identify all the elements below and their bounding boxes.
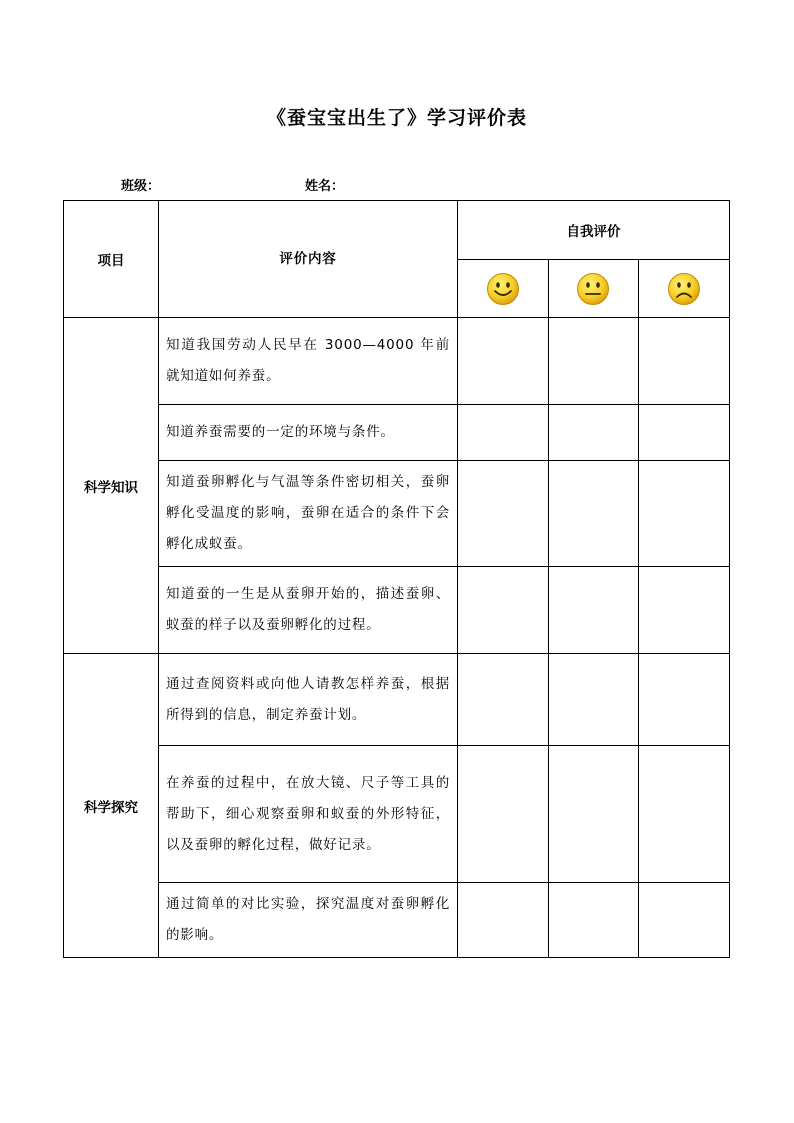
rating-cell[interactable] [548,405,639,461]
rating-cell[interactable] [548,883,639,958]
table-row [64,318,730,405]
rating-cell[interactable] [458,746,549,883]
evaluation-table [63,200,730,958]
rating-cell[interactable] [548,746,639,883]
section-name: 科学知识 [64,318,159,654]
rating-cell[interactable] [548,461,639,567]
rating-cell[interactable] [548,318,639,405]
rating-cell[interactable] [639,746,730,883]
rating-cell[interactable] [458,405,549,461]
rating-cell[interactable] [458,318,549,405]
table-row [64,883,730,958]
criterion-text: 知道蚕的一生是从蚕卵开始的，描述蚕卵、蚁蚕的样子以及蚕卵孵化的过程。 [159,567,458,654]
criterion-text: 在养蚕的过程中，在放大镜、尺子等工具的帮助下，细心观察蚕卵和蚁蚕的外形特征，以及蚕卵的孵化过程，做好记录。 [159,746,458,883]
rating-cell[interactable] [548,654,639,746]
rating-cell[interactable] [639,318,730,405]
rating-cell[interactable] [548,567,639,654]
rating-header-good [458,260,549,318]
rating-cell[interactable] [639,461,730,567]
rating-cell[interactable] [458,567,549,654]
rating-cell[interactable] [639,654,730,746]
table-row [64,654,730,746]
rating-cell[interactable] [639,883,730,958]
smiling-face-icon [486,272,520,306]
criterion-text: 通过查阅资料或向他人请教怎样养蚕，根据所得到的信息，制定养蚕计划。 [159,654,458,746]
header-content: 评价内容 [159,201,458,318]
table-row [64,405,730,461]
name-label: 姓名： [305,179,345,194]
section-name: 科学探究 [64,654,159,958]
criterion-text: 知道蚕卵孵化与气温等条件密切相关，蚕卵孵化受温度的影响，蚕卵在适合的条件下会孵化成蚁蚕。 [159,461,458,567]
frowning-face-icon [667,272,701,306]
criterion-text: 知道养蚕需要的一定的环境与条件。 [159,405,458,461]
rating-cell[interactable] [458,654,549,746]
rating-cell[interactable] [639,405,730,461]
header-self-eval: 自我评价 [458,201,730,260]
table-row [64,567,730,654]
criterion-text: 知道我国劳动人民早在 3000—4000 年前就知道如何养蚕。 [159,318,458,405]
rating-cell[interactable] [458,461,549,567]
rating-header-neutral [548,260,639,318]
class-label: 班级： [121,179,161,194]
neutral-face-icon [576,272,610,306]
rating-cell[interactable] [639,567,730,654]
table-row [64,461,730,567]
header-item: 项目 [64,201,159,318]
rating-cell[interactable] [458,883,549,958]
rating-header-poor [639,260,730,318]
page-title: 《蚕宝宝出生了》学习评价表 [266,107,527,129]
criterion-text: 通过简单的对比实验，探究温度对蚕卵孵化的影响。 [159,883,458,958]
table-row [64,746,730,883]
